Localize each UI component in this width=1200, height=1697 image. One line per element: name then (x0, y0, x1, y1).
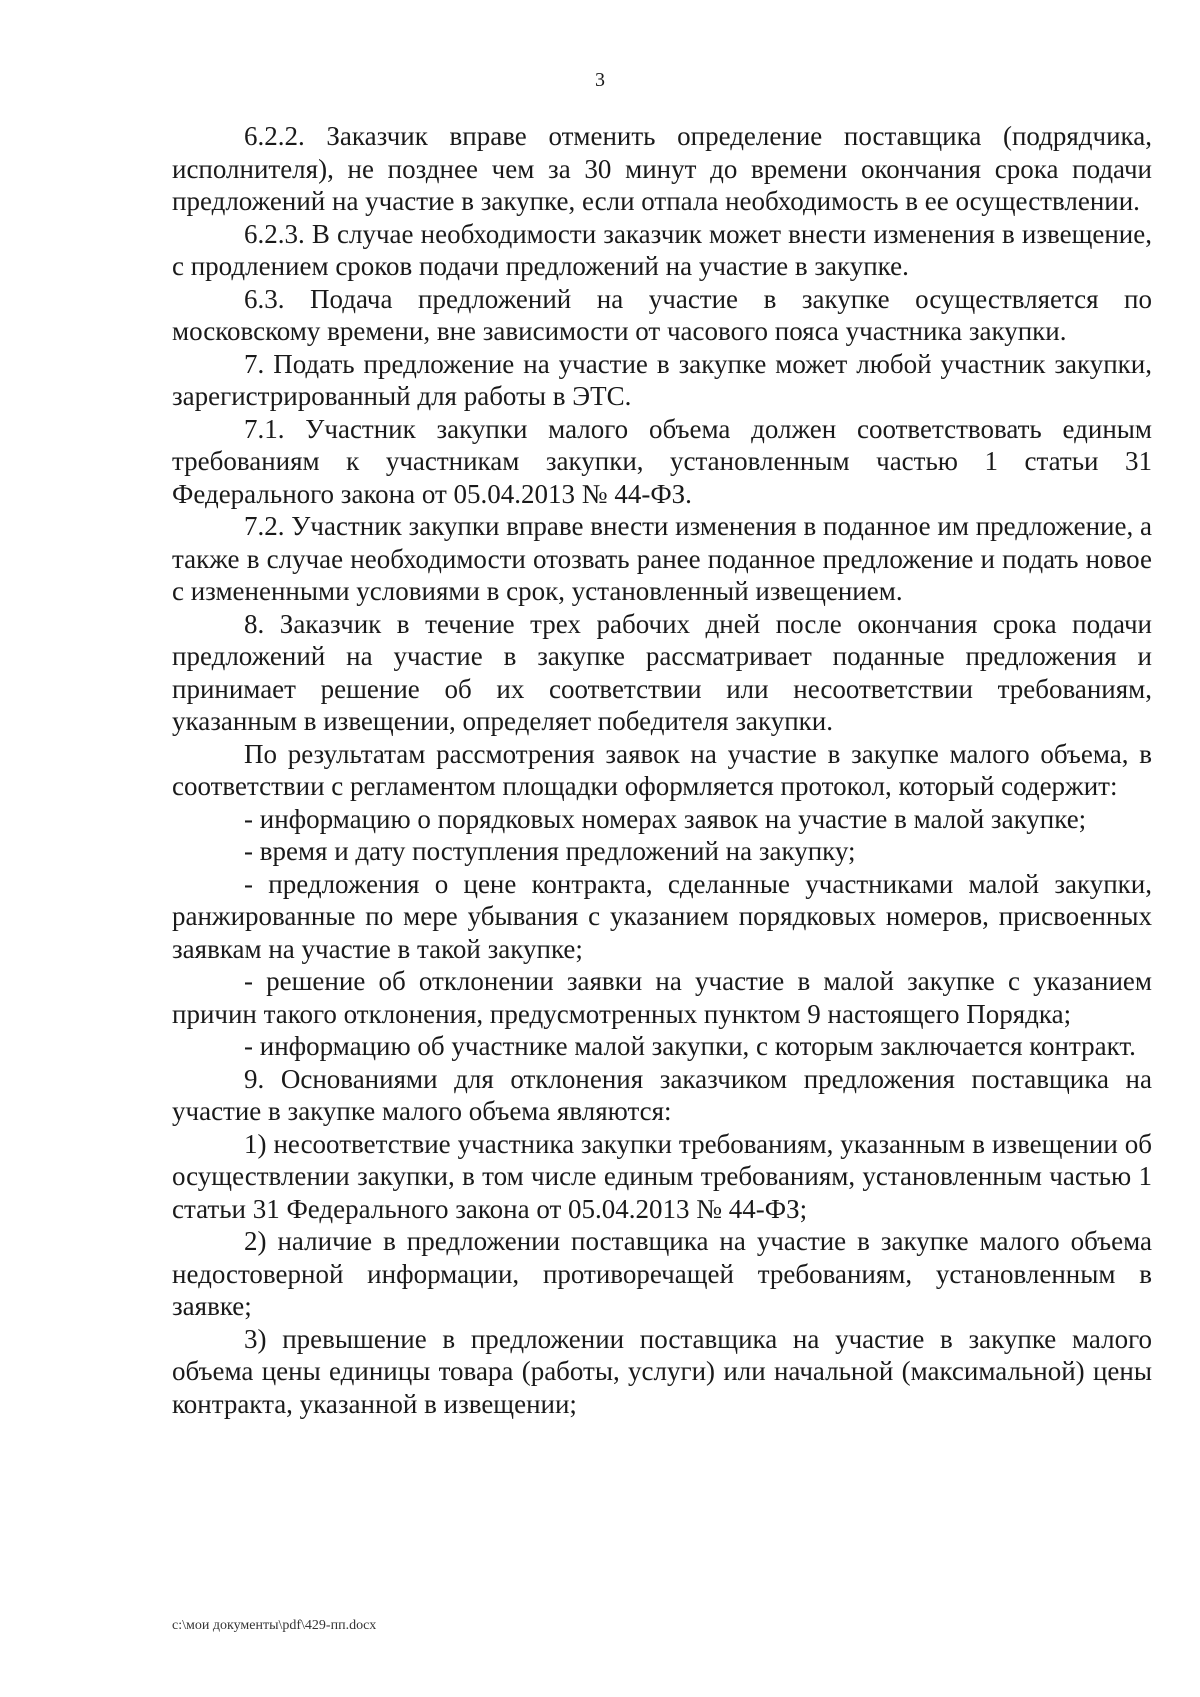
paragraph-7-1: 7.1. Участник закупки малого объема должен соответствовать единым требованиям к участникам закупки, установленным частью 1 статьи 31 Федерального закона от 05.04.2013 № 44-ФЗ. (172, 413, 1152, 509)
footer-file-path: c:\мои документы\pdf\429-пп.docx (172, 1618, 377, 1633)
paragraph-8: 8. Заказчик в течение трех рабочих дней после окончания срока подачи предложений на участие в закупке рассматривает поданные предложения и принимает решение об их соответствии или несоответствии требованиям, указанным в извещении, определяет победителя закупки. (172, 608, 1152, 736)
list-item-rejection-decision: - решение об отклонении заявки на участие в малой закупке с указанием причин такого отклонения, предусмотренных пунктом 9 настоящего Порядка; (172, 966, 1152, 1029)
paragraph-9: 9. Основаниями для отклонения заказчиком предложения поставщика на участие в закупке малого объема являются: (172, 1063, 1152, 1126)
document-body (172, 120, 1152, 1420)
list-item-price-offers: - предложения о цене контракта, сделанные участниками малой закупки, ранжированные по мере убывания с указанием порядковых номеров, присвоенных заявкам на участие в такой закупке; (172, 868, 1152, 964)
paragraph-7: 7. Подать предложение на участие в закупке может любой участник закупки, зарегистрированный для работы в ЭТС. (172, 348, 1152, 411)
page-number: 3 (595, 69, 605, 91)
list-item-reason-1: 1) несоответствие участника закупки требованиям, указанным в извещении об осуществлении закупки, в том числе единым требованиям, установленным частью 1 статьи 31 Федерального закона от 05.04.2013 № 44-ФЗ; (172, 1128, 1152, 1224)
paragraph-6-2-3: 6.2.3. В случае необходимости заказчик может внести изменения в извещение, с продлением сроков подачи предложений на участие в закупке. (172, 218, 1152, 281)
list-item-time-and-date: - время и дату поступления предложений на закупку; (244, 836, 856, 866)
paragraph-6-2-2: 6.2.2. Заказчик вправе отменить определение поставщика (подрядчика, исполнителя), не позднее чем за 30 минут до времени окончания срока подачи предложений на участие в закупке, если отпала необходимость в ее осуществлении. (172, 121, 1152, 216)
list-item-reason-3: 3) превышение в предложении поставщика на участие в закупке малого объема цены единицы товара (работы, услуги) или начальной (максимальной) цены контракта, указанной в извещении; (172, 1323, 1152, 1419)
paragraph-6-3: 6.3. Подача предложений на участие в закупке осуществляется по московскому времени, вне зависимости от часового пояса участника закупки. (172, 283, 1152, 346)
list-item-reason-2: 2) наличие в предложении поставщика на участие в закупке малого объема недостоверной информации, противоречащей требованиям, установленным в заявке; (172, 1226, 1152, 1321)
list-item-winner-info: - информацию об участнике малой закупки, с которым заключается контракт. (244, 1031, 1136, 1061)
list-item-application-numbers: - информацию о порядковых номерах заявок на участие в малой закупке; (244, 803, 1087, 834)
paragraph-7-2: 7.2. Участник закупки вправе внести изменения в поданное им предложение, а также в случае необходимости отозвать ранее поданное предложение и подать новое с измененными условиями в срок, установленный извещением. (172, 511, 1152, 606)
paragraph-protocol-intro: По результатам рассмотрения заявок на участие в закупке малого объема, в соответствии с регламентом площадки оформляется протокол, который содержит: (172, 738, 1152, 801)
